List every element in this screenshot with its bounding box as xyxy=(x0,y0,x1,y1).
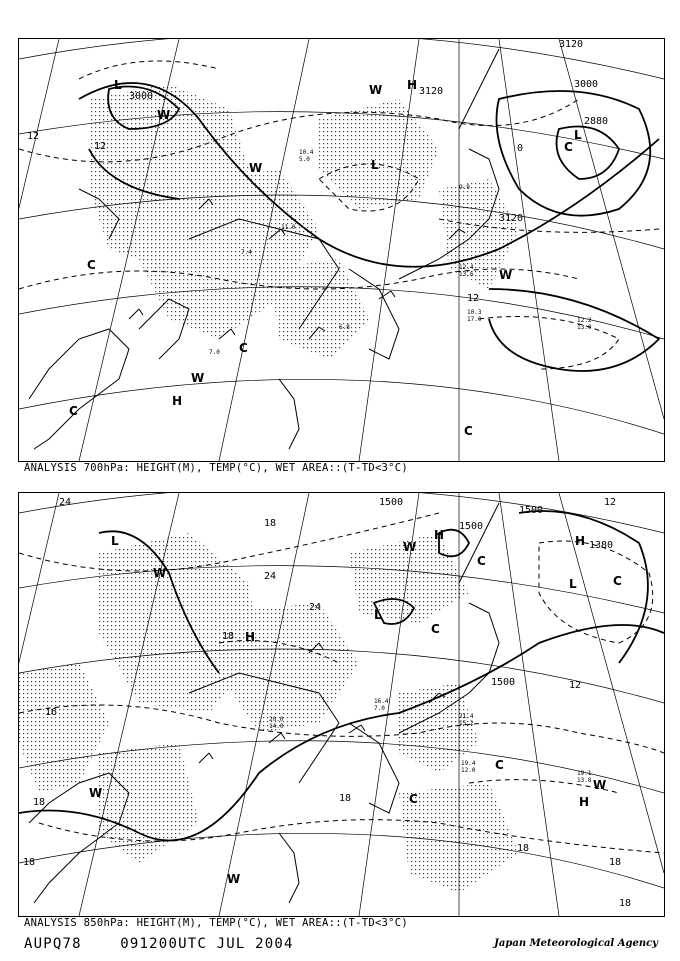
wet-area-shading xyxy=(19,533,519,893)
wet-area-shading xyxy=(89,84,519,359)
low-pressure-symbol: L xyxy=(114,78,122,92)
temperature-label: 18 xyxy=(339,793,352,804)
warm-symbol: W xyxy=(249,161,263,175)
temperature-label: 18 xyxy=(609,857,622,868)
warm-symbol: W xyxy=(191,371,205,385)
warm-symbol: W xyxy=(369,83,383,97)
temperature-label: 18 xyxy=(517,843,530,854)
warm-symbol: W xyxy=(153,566,167,580)
height-label: 1380 xyxy=(589,540,614,551)
warm-symbol: W xyxy=(403,540,417,554)
cold-symbol: C xyxy=(409,792,418,806)
cold-symbol: C xyxy=(87,258,96,272)
warm-symbol: W xyxy=(227,872,241,886)
low-pressure-symbol: L xyxy=(574,128,582,142)
station-value: 9.9 xyxy=(459,184,470,191)
height-label: 3000 xyxy=(574,79,599,90)
temperature-label: 12 xyxy=(569,680,582,691)
station-value: 11.0 xyxy=(281,224,296,231)
cold-symbol: C xyxy=(495,758,504,772)
station-value: 12.4 xyxy=(459,264,474,271)
high-pressure-symbol: H xyxy=(434,528,445,542)
agency-name: Japan Meteorological Agency xyxy=(494,938,658,949)
station-value: 14.0 xyxy=(269,723,284,730)
height-label: 1500 xyxy=(459,521,484,532)
height-label: 3120 xyxy=(499,213,524,224)
cold-symbol: C xyxy=(477,554,486,568)
station-value: 19.4 xyxy=(461,760,476,767)
high-pressure-symbol: H xyxy=(245,630,256,644)
temperature-label: 12 xyxy=(27,131,40,142)
height-label: 3000 xyxy=(129,91,154,102)
high-pressure-symbol: H xyxy=(579,795,590,809)
cold-symbol: C xyxy=(564,140,573,154)
map-850hpa-svg xyxy=(19,493,664,916)
temperature-label: 12 xyxy=(604,497,617,508)
cold-symbol: C xyxy=(431,622,440,636)
station-value: 19.1 xyxy=(577,770,592,777)
chart-code-line xyxy=(24,936,294,952)
height-label: 1500 xyxy=(379,497,404,508)
map-700hpa-svg xyxy=(19,39,664,461)
high-pressure-symbol: H xyxy=(575,534,586,548)
station-value: 16.4 xyxy=(374,698,389,705)
cold-symbol: C xyxy=(613,574,622,588)
height-label: 2880 xyxy=(584,116,609,127)
low-pressure-symbol: L xyxy=(374,608,382,622)
station-value: 10.4 xyxy=(299,149,314,156)
temperature-label: 18 xyxy=(619,898,632,909)
low-pressure-symbol: L xyxy=(111,534,119,548)
height-label: 3120 xyxy=(559,39,584,50)
warm-symbol: W xyxy=(593,778,607,792)
cold-symbol: C xyxy=(239,341,248,355)
map-panel-700hpa xyxy=(18,38,665,462)
temperature-label: 12 xyxy=(94,141,107,152)
station-value: 13.8 xyxy=(577,777,592,784)
station-value: 13.0 xyxy=(577,324,592,331)
temperature-label: 18 xyxy=(23,857,36,868)
cold-symbol: C xyxy=(69,404,78,418)
station-value: 12.0 xyxy=(461,767,476,774)
chart-code: AUPQ78 xyxy=(24,936,82,952)
station-value: 7.0 xyxy=(209,349,220,356)
height-label: 1500 xyxy=(519,505,544,516)
temperature-label: 12 xyxy=(467,293,480,304)
low-pressure-symbol: H xyxy=(172,394,183,408)
map-panel-850hpa xyxy=(18,492,665,917)
station-value: 13.6 xyxy=(459,271,474,278)
low-pressure-symbol: L xyxy=(371,158,379,172)
chart-datetime: 091200UTC JUL 2004 xyxy=(120,936,294,952)
station-value: 21.4 xyxy=(459,713,474,720)
temperature-label: 24 xyxy=(59,497,72,508)
temperature-label: 18 xyxy=(222,631,235,642)
station-value: 7.0 xyxy=(374,705,385,712)
station-value: 17.0 xyxy=(467,316,482,323)
height-label: 1500 xyxy=(491,677,516,688)
station-value: 12.2 xyxy=(577,317,592,324)
caption-700hpa: ANALYSIS 700hPa: HEIGHT(M), TEMP(°C), WET AREA::(T-TD<3°C) xyxy=(24,462,409,474)
station-value: 7.4 xyxy=(241,249,252,256)
low-pressure-symbol: L xyxy=(569,577,577,591)
temperature-label: 24 xyxy=(309,602,322,613)
height-label: 3120 xyxy=(419,86,444,97)
temperature-label: 24 xyxy=(264,571,277,582)
cold-symbol: C xyxy=(464,424,473,438)
temperature-label: 0 xyxy=(517,143,524,154)
station-value: 10.3 xyxy=(467,309,482,316)
warm-symbol: W xyxy=(157,108,171,122)
station-value: 15.2 xyxy=(459,720,474,727)
high-pressure-symbol: H xyxy=(407,78,418,92)
station-value: 5.0 xyxy=(299,156,310,163)
temperature-label: 18 xyxy=(33,797,46,808)
caption-850hpa: ANALYSIS 850hPa: HEIGHT(M), TEMP(°C), WET AREA::(T-TD<3°C) xyxy=(24,917,409,929)
warm-symbol: W xyxy=(499,268,513,282)
warm-symbol: W xyxy=(89,786,103,800)
temperature-label: 16 xyxy=(45,707,58,718)
station-value: 6.8 xyxy=(339,324,350,331)
temperature-label: 18 xyxy=(264,518,277,529)
station-value: 20.0 xyxy=(269,716,284,723)
